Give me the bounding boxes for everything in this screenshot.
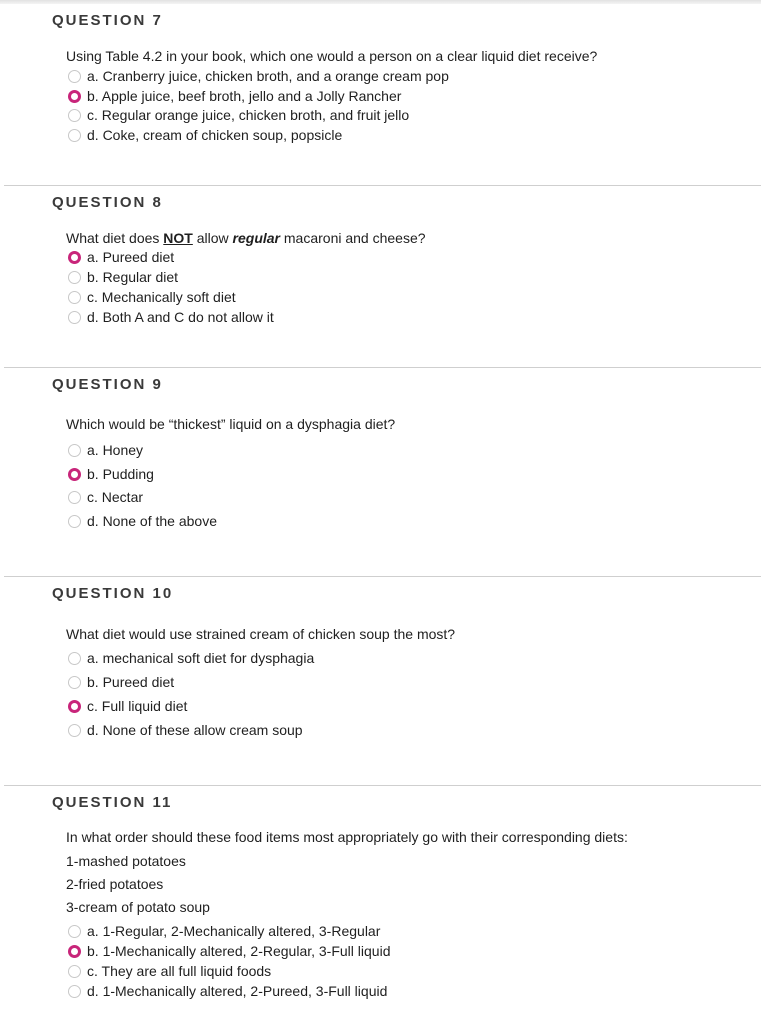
option-label: b. 1-Mechanically altered, 2-Regular, 3-Full liquid	[87, 943, 391, 959]
question-9-option-b[interactable]	[68, 464, 154, 484]
question-8-title: QUESTION 8	[52, 194, 163, 211]
option-label: c. Nectar	[87, 489, 144, 505]
question-10-option-a[interactable]	[68, 648, 314, 668]
radio-button-icon[interactable]	[68, 652, 81, 665]
radio-button-icon[interactable]	[68, 291, 81, 304]
question-7-title: QUESTION 7	[52, 12, 163, 29]
question-9-text: Which would be “thickest” liquid on a dysphagia diet?	[66, 416, 396, 432]
radio-button-selected-icon[interactable]	[68, 945, 81, 958]
question-11-item-1: 1-mashed potatoes	[66, 853, 186, 869]
question-7-option-b[interactable]	[68, 86, 401, 106]
radio-button-icon[interactable]	[68, 311, 81, 324]
option-label: c. They are all full liquid foods	[87, 963, 272, 979]
question-divider	[4, 785, 761, 786]
emphasis-not: NOT	[163, 230, 193, 246]
option-label: d. None of the above	[87, 513, 217, 529]
option-label: c. Mechanically soft diet	[87, 289, 236, 305]
question-7-option-d[interactable]	[68, 125, 342, 145]
radio-button-icon[interactable]	[68, 70, 81, 83]
option-label: d. 1-Mechanically altered, 2-Pureed, 3-Full liquid	[87, 983, 388, 999]
radio-button-selected-icon[interactable]	[68, 90, 81, 103]
option-label: a. Pureed diet	[87, 249, 175, 265]
option-label: a. Cranberry juice, chicken broth, and a orange cream pop	[87, 68, 449, 84]
question-11-title: QUESTION 11	[52, 794, 173, 811]
question-9-option-c[interactable]	[68, 487, 143, 507]
question-divider	[4, 576, 761, 577]
radio-button-icon[interactable]	[68, 491, 81, 504]
radio-button-icon[interactable]	[68, 925, 81, 938]
radio-button-icon[interactable]	[68, 676, 81, 689]
option-label: b. Pudding	[87, 466, 154, 482]
radio-button-icon[interactable]	[68, 129, 81, 142]
option-label: a. mechanical soft diet for dysphagia	[87, 650, 315, 666]
question-8-text: What diet does NOT allow regular macaroni and cheese?	[66, 230, 426, 246]
question-10-text: What diet would use strained cream of chicken soup the most?	[66, 626, 456, 642]
option-label: b. Pureed diet	[87, 674, 175, 690]
question-8-option-b[interactable]	[68, 267, 178, 287]
option-label: d. Both A and C do not allow it	[87, 309, 274, 325]
radio-button-icon[interactable]	[68, 444, 81, 457]
question-10-option-d[interactable]	[68, 720, 303, 740]
radio-button-icon[interactable]	[68, 271, 81, 284]
radio-button-selected-icon[interactable]	[68, 468, 81, 481]
option-label: d. None of these allow cream soup	[87, 722, 303, 738]
question-10-option-c[interactable]	[68, 696, 187, 716]
question-9-option-a[interactable]	[68, 440, 143, 460]
question-7-option-c[interactable]	[68, 105, 409, 125]
radio-button-selected-icon[interactable]	[68, 251, 81, 264]
question-7-text: Using Table 4.2 in your book, which one would a person on a clear liquid diet receive?	[66, 48, 598, 64]
top-border	[0, 0, 761, 4]
question-divider	[4, 367, 761, 368]
question-11-option-d[interactable]	[68, 981, 387, 1001]
question-11-text: In what order should these food items most appropriately go with their corresponding diets:	[66, 829, 628, 845]
question-11-item-2: 2-fried potatoes	[66, 876, 164, 892]
radio-button-icon[interactable]	[68, 109, 81, 122]
question-11-option-a[interactable]	[68, 921, 380, 941]
option-label: c. Regular orange juice, chicken broth, and fruit jello	[87, 107, 410, 123]
radio-button-icon[interactable]	[68, 724, 81, 737]
option-label: b. Regular diet	[87, 269, 179, 285]
option-label: c. Full liquid diet	[87, 698, 188, 714]
radio-button-icon[interactable]	[68, 965, 81, 978]
question-10-option-b[interactable]	[68, 672, 174, 692]
option-label: b. Apple juice, beef broth, jello and a Jolly Rancher	[87, 88, 402, 104]
emphasis-regular: regular	[232, 230, 280, 246]
question-11-item-3: 3-cream of potato soup	[66, 899, 210, 915]
question-11-option-b[interactable]	[68, 941, 390, 961]
radio-button-icon[interactable]	[68, 515, 81, 528]
radio-button-icon[interactable]	[68, 985, 81, 998]
option-label: a. 1-Regular, 2-Mechanically altered, 3-Regular	[87, 923, 381, 939]
question-9-title: QUESTION 9	[52, 376, 163, 393]
question-7-option-a[interactable]	[68, 66, 449, 86]
option-label: a. Honey	[87, 442, 144, 458]
question-9-option-d[interactable]	[68, 511, 217, 531]
question-10-title: QUESTION 10	[52, 585, 174, 602]
question-8-option-d[interactable]	[68, 307, 274, 327]
question-divider	[4, 185, 761, 186]
question-8-option-a[interactable]	[68, 247, 174, 267]
radio-button-selected-icon[interactable]	[68, 700, 81, 713]
question-8-option-c[interactable]	[68, 287, 236, 307]
question-11-option-c[interactable]	[68, 961, 271, 981]
option-label: d. Coke, cream of chicken soup, popsicle	[87, 127, 343, 143]
